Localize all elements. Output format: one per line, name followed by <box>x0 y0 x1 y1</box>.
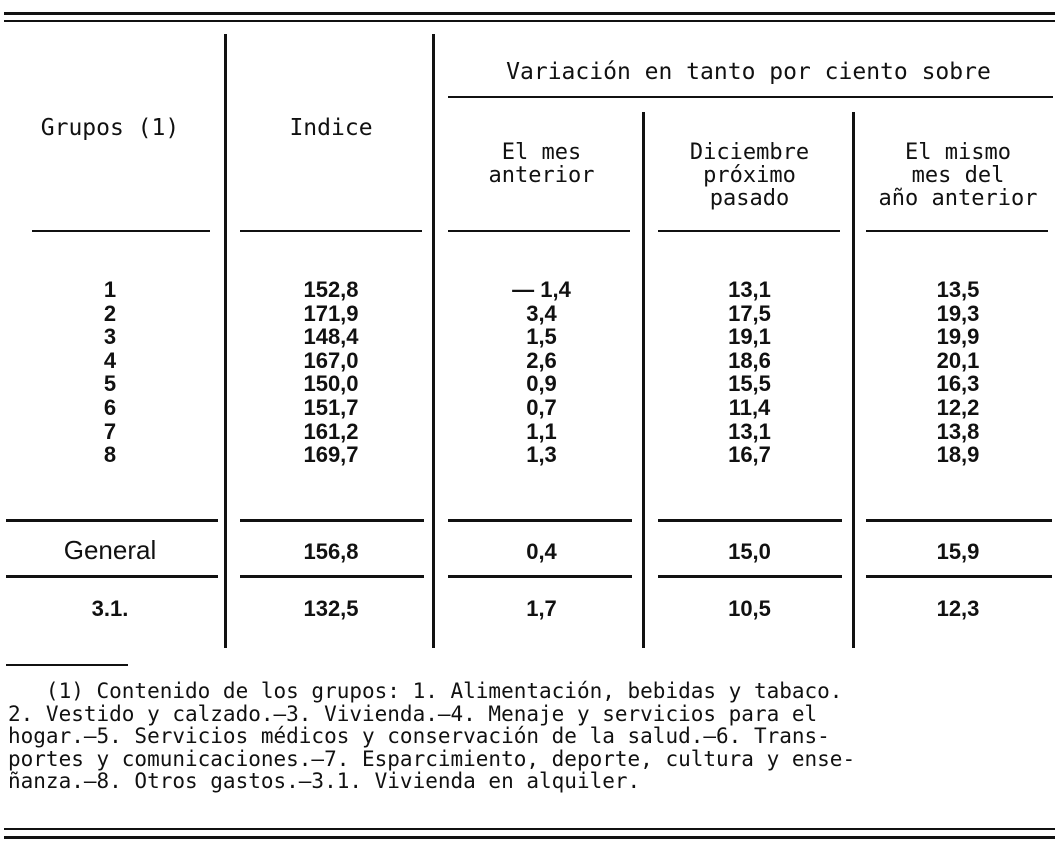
column-diciembre <box>652 278 847 467</box>
footnote <box>8 680 1053 793</box>
cell-indice: 161,2 <box>303 418 359 444</box>
cell-mismo-mes: 13,5 <box>936 277 980 302</box>
header-variacion: Variación en tanto por ciento sobre <box>506 59 991 85</box>
cell-diciembre: 17,5 <box>728 300 771 326</box>
header-underline-mes <box>448 230 630 232</box>
alquiler-label: 3.1. <box>91 596 129 621</box>
alquiler-top-rule-4 <box>658 575 842 578</box>
general-top-rule-4 <box>658 519 842 522</box>
bottom-rule-2 <box>4 836 1055 839</box>
header-diciembre <box>652 141 847 210</box>
cell-diciembre: 15,5 <box>728 371 771 397</box>
cell-mes-anterior: 1,5 <box>526 324 557 350</box>
cell-diciembre: 18,6 <box>728 347 771 373</box>
cell-mismo-mes: 16,3 <box>936 371 980 397</box>
general-top-rule-5 <box>866 519 1052 522</box>
general-mes-anterior: 0,4 <box>526 539 557 564</box>
cell-indice: 167,0 <box>303 347 359 373</box>
cell-mes-anterior: 0,7 <box>526 394 557 420</box>
variacion-underline <box>448 96 1053 98</box>
cell-grupo: 3 <box>103 324 117 350</box>
cell-mes-anterior: 3,4 <box>526 300 557 326</box>
cell-mismo-mes: 13,8 <box>936 418 980 444</box>
general-mismo-mes: 15,9 <box>936 539 980 564</box>
general-top-rule-2 <box>240 519 424 522</box>
cell-indice: 151,7 <box>303 394 359 420</box>
header-underline-grupos <box>32 230 210 232</box>
header-diciembre-line2: próximo <box>703 163 796 188</box>
cell-mismo-mes: 19,3 <box>936 300 980 326</box>
alquiler-mismo-mes: 12,3 <box>936 596 980 621</box>
footnote-line-2: 2. Vestido y calzado.—3. Vivienda.—4. Menaje y servicios para el <box>8 701 818 726</box>
general-top-rule-1 <box>6 519 218 522</box>
alquiler-indice: 132,5 <box>303 596 359 621</box>
cell-grupo: 5 <box>103 371 117 397</box>
alquiler-top-rule-2 <box>240 575 424 578</box>
header-mismo-mes <box>860 141 1056 210</box>
column-mes-anterior <box>444 278 639 467</box>
header-diciembre-line1: Diciembre <box>689 140 810 165</box>
alquiler-top-rule-1 <box>6 575 218 578</box>
cell-indice: 171,9 <box>303 300 359 326</box>
alquiler-diciembre: 10,5 <box>728 596 771 621</box>
cell-mismo-mes: 19,9 <box>936 324 980 350</box>
cell-grupo: 4 <box>103 347 117 373</box>
cell-diciembre: 19,1 <box>728 324 771 350</box>
header-underline-diciembre <box>658 230 840 232</box>
alquiler-top-rule-3 <box>448 575 632 578</box>
alquiler-top-rule-5 <box>866 575 1052 578</box>
cell-indice: 150,0 <box>303 371 359 397</box>
cell-diciembre: 11,4 <box>728 394 771 420</box>
column-divider-2 <box>432 34 435 648</box>
header-mes-anterior-line1: El mes <box>501 140 582 165</box>
column-divider-3 <box>642 112 645 648</box>
column-divider-4 <box>852 112 855 648</box>
header-mes-anterior <box>444 141 639 187</box>
general-indice: 156,8 <box>303 539 359 564</box>
cell-grupo: 8 <box>103 442 117 468</box>
cell-mes-anterior: 2,6 <box>526 347 557 373</box>
cell-mismo-mes: 18,9 <box>936 442 980 468</box>
footnote-line-3: hogar.—5. Servicios médicos y conservación de la salud.—6. Trans- <box>8 724 830 748</box>
alquiler-mes-anterior: 1,7 <box>526 596 557 621</box>
cell-mismo-mes: 12,2 <box>936 394 980 420</box>
footnote-separator <box>6 664 128 666</box>
header-mismo-mes-line1: El mismo <box>905 140 1011 165</box>
cell-grupo: 6 <box>103 394 117 420</box>
cell-grupo: 1 <box>103 277 117 302</box>
column-indice <box>236 278 426 467</box>
general-diciembre: 15,0 <box>728 539 771 564</box>
header-diciembre-line3: pasado <box>709 186 790 211</box>
footnote-line-4: portes y comunicaciones.—7. Esparcimiento, deporte, cultura y ense- <box>8 746 856 771</box>
cell-indice: 169,7 <box>303 442 359 468</box>
column-mismo-mes <box>860 278 1056 467</box>
cell-diciembre: 13,1 <box>728 418 771 444</box>
general-top-rule-3 <box>448 519 632 522</box>
column-grupos <box>10 278 210 467</box>
footnote-line-5: ñanza.—8. Otros gastos.—3.1. Vivienda en alquiler. <box>8 769 641 793</box>
cell-indice: 148,4 <box>303 324 359 350</box>
cell-mismo-mes: 20,1 <box>936 347 980 373</box>
header-grupos: Grupos (1) <box>40 115 180 141</box>
cell-diciembre: 16,7 <box>728 442 771 468</box>
general-label: General <box>63 535 157 565</box>
header-indice: Indice <box>289 115 373 141</box>
header-mismo-mes-line2: mes del <box>911 163 1005 188</box>
cell-mes-anterior: — 1,4 <box>512 277 571 302</box>
top-rule-2 <box>4 20 1055 22</box>
top-rule-1 <box>4 12 1055 15</box>
header-mes-anterior-line2: anterior <box>488 163 595 188</box>
cell-mes-anterior: 1,1 <box>526 418 557 444</box>
header-underline-indice <box>240 230 422 232</box>
cell-grupo: 7 <box>103 418 117 444</box>
column-divider-1 <box>224 34 227 648</box>
cell-diciembre: 13,1 <box>728 277 771 302</box>
header-underline-mismo <box>866 230 1048 232</box>
header-mismo-mes-line3: año anterior <box>878 186 1038 211</box>
bottom-rule-1 <box>4 828 1055 830</box>
cell-indice: 152,8 <box>303 277 359 302</box>
cell-grupo: 2 <box>103 300 117 326</box>
footnote-line-1: (1) Contenido de los grupos: 1. Alimentación, bebidas y tabaco. <box>8 679 843 703</box>
cell-mes-anterior: 0,9 <box>526 371 557 397</box>
cell-mes-anterior: 1,3 <box>526 442 557 468</box>
